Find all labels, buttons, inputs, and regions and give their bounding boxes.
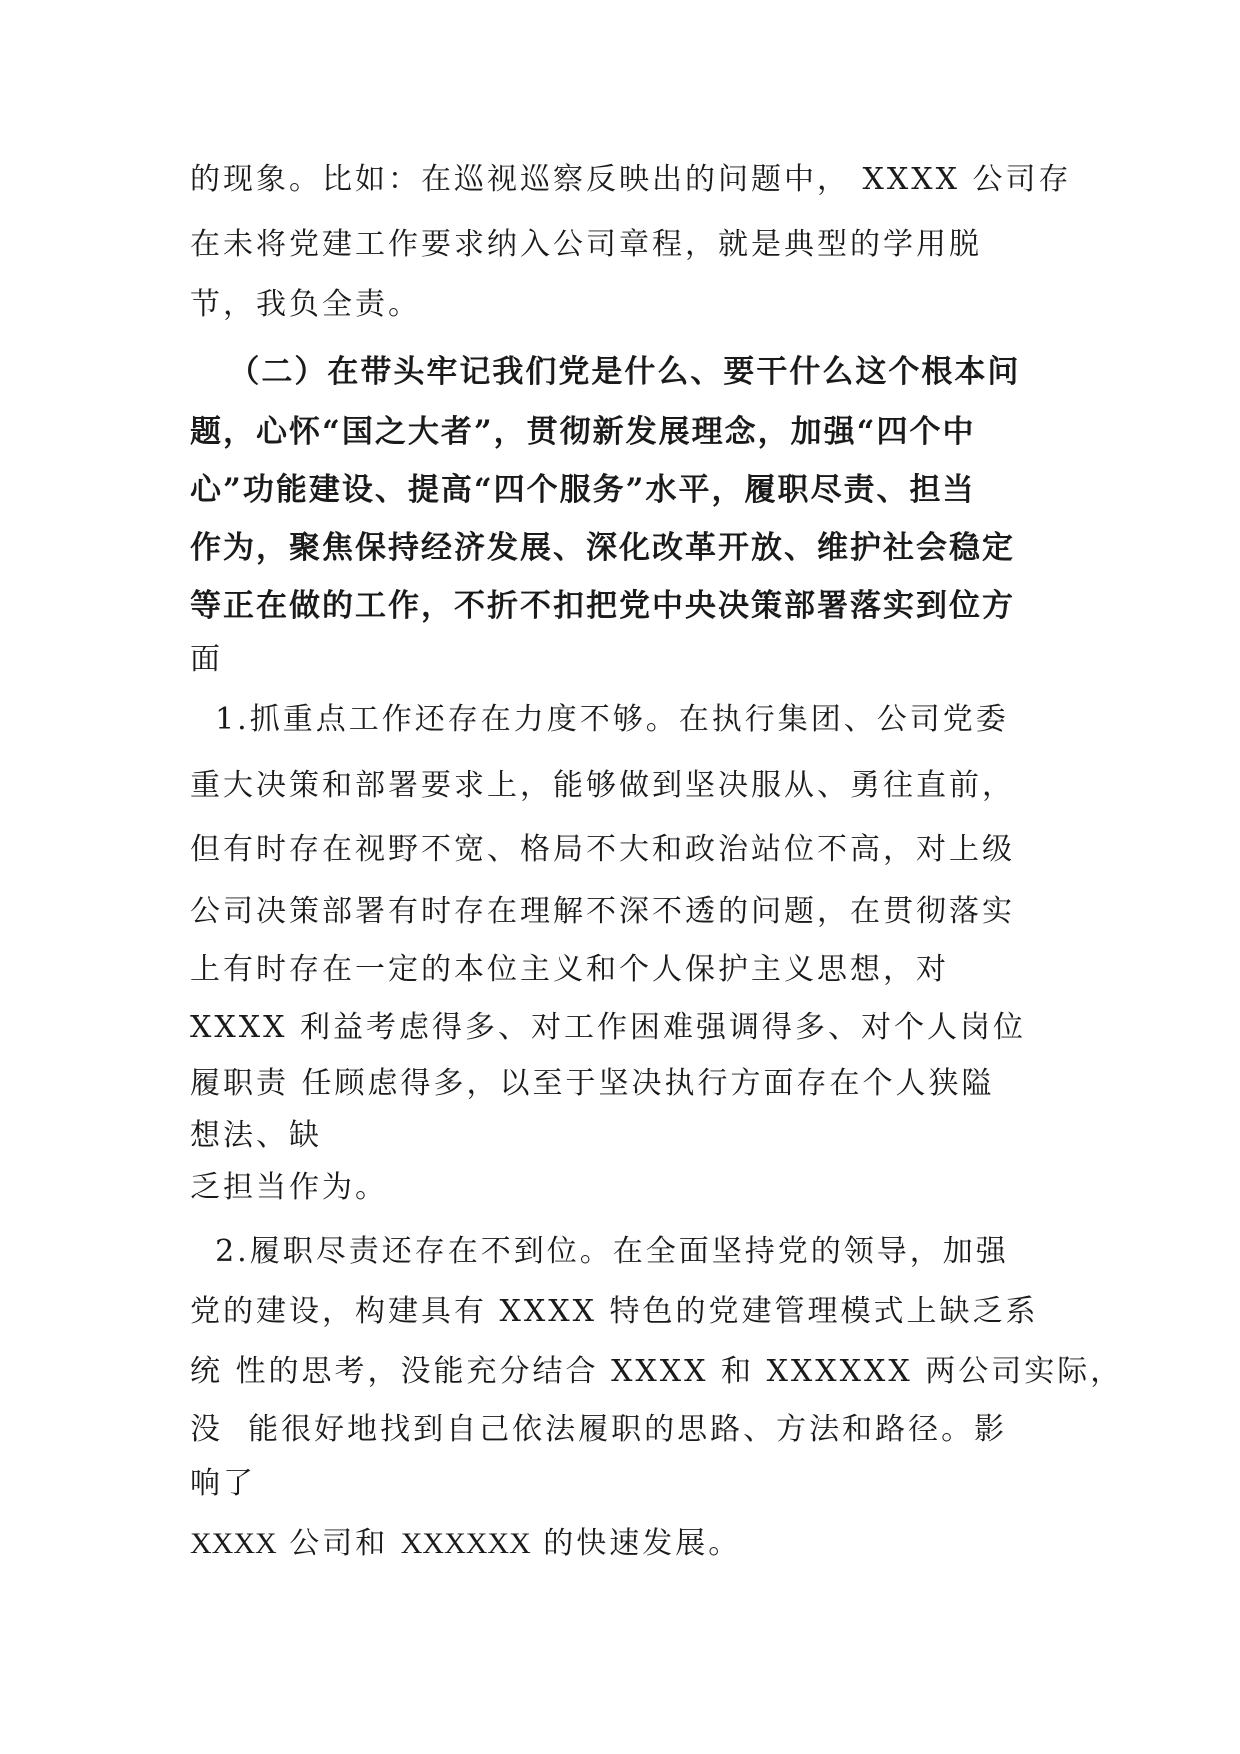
section-heading-line: 心”功能建设、提高“四个服务”水平，履职尽责、担当 [190,472,976,508]
item-1-line: 乏担当作为。 [190,1170,388,1205]
item-2-line: 统 性的思考，没能充分结合 XXXX 和 XXXXXX 两公司实际， [190,1354,1124,1389]
item-1-line: 公司决策部署有时存在理解不深不透的问题，在贯彻落实 [190,894,1015,929]
section-heading-tail: 面 [190,642,223,677]
item-1-line: 重大决策和部署要求上，能够做到坚决服从、勇往直前， [190,768,1015,803]
text-fragment: 公司和 [276,1526,401,1561]
item-2-line: 党的建设，构建具有 XXXX 特色的党建管理模式上缺乏系 [190,1294,1039,1329]
text-fragment: 的快速发展。 [530,1526,742,1561]
item-2-line: 没 能很好地找到自己依法履职的思路、方法和路径。影 [190,1412,1008,1447]
text-line: 节，我负全责。 [190,287,421,322]
section-heading-line: 等正在做的工作，不折不扣把党中央决策部署落实到位方 [190,588,1015,624]
item-1-line: 履职责 任顾虑得多，以至于坚决执行方面存在个人狭隘 [190,1066,995,1101]
item-2-last-line [190,1524,741,1564]
item-1-line: 1.抓重点工作还存在力度不够。在执行集团、公司党委 [190,702,1009,737]
section-heading-line: 题，心怀“国之大者”，贯彻新发展理念，加强“四个中 [190,414,976,450]
text-line: 在未将党建工作要求纳入公司章程，就是典型的学用脱 [190,227,982,262]
item-1-line: 想法、缺 [190,1118,322,1153]
item-1-line: XXXX 利益考虑得多、对工作困难强调得多、对个人岗位 [190,1010,1026,1045]
section-heading-line: （二）在带头牢记我们党是什么、要干什么这个根本问 [190,354,1021,390]
item-1-line: 上有时存在一定的本位主义和个人保护主义思想，对 [190,952,949,987]
item-1-line: 但有时存在视野不宽、格局不大和政治站位不高，对上级 [190,832,1015,867]
item-2-line: 响了 [190,1466,256,1501]
company-code: XXXXXX [400,1527,531,1560]
item-2-line: 2.履职尽责还存在不到位。在全面坚持党的领导，加强 [190,1234,1009,1269]
section-heading-line: 作为，聚焦保持经济发展、深化改革开放、维护社会稳定 [190,530,1015,566]
company-code: XXXX [190,1527,277,1560]
text-line: 的现象。比如：在巡视巡察反映出的问题中， XXXX 公司存 [190,162,1072,197]
